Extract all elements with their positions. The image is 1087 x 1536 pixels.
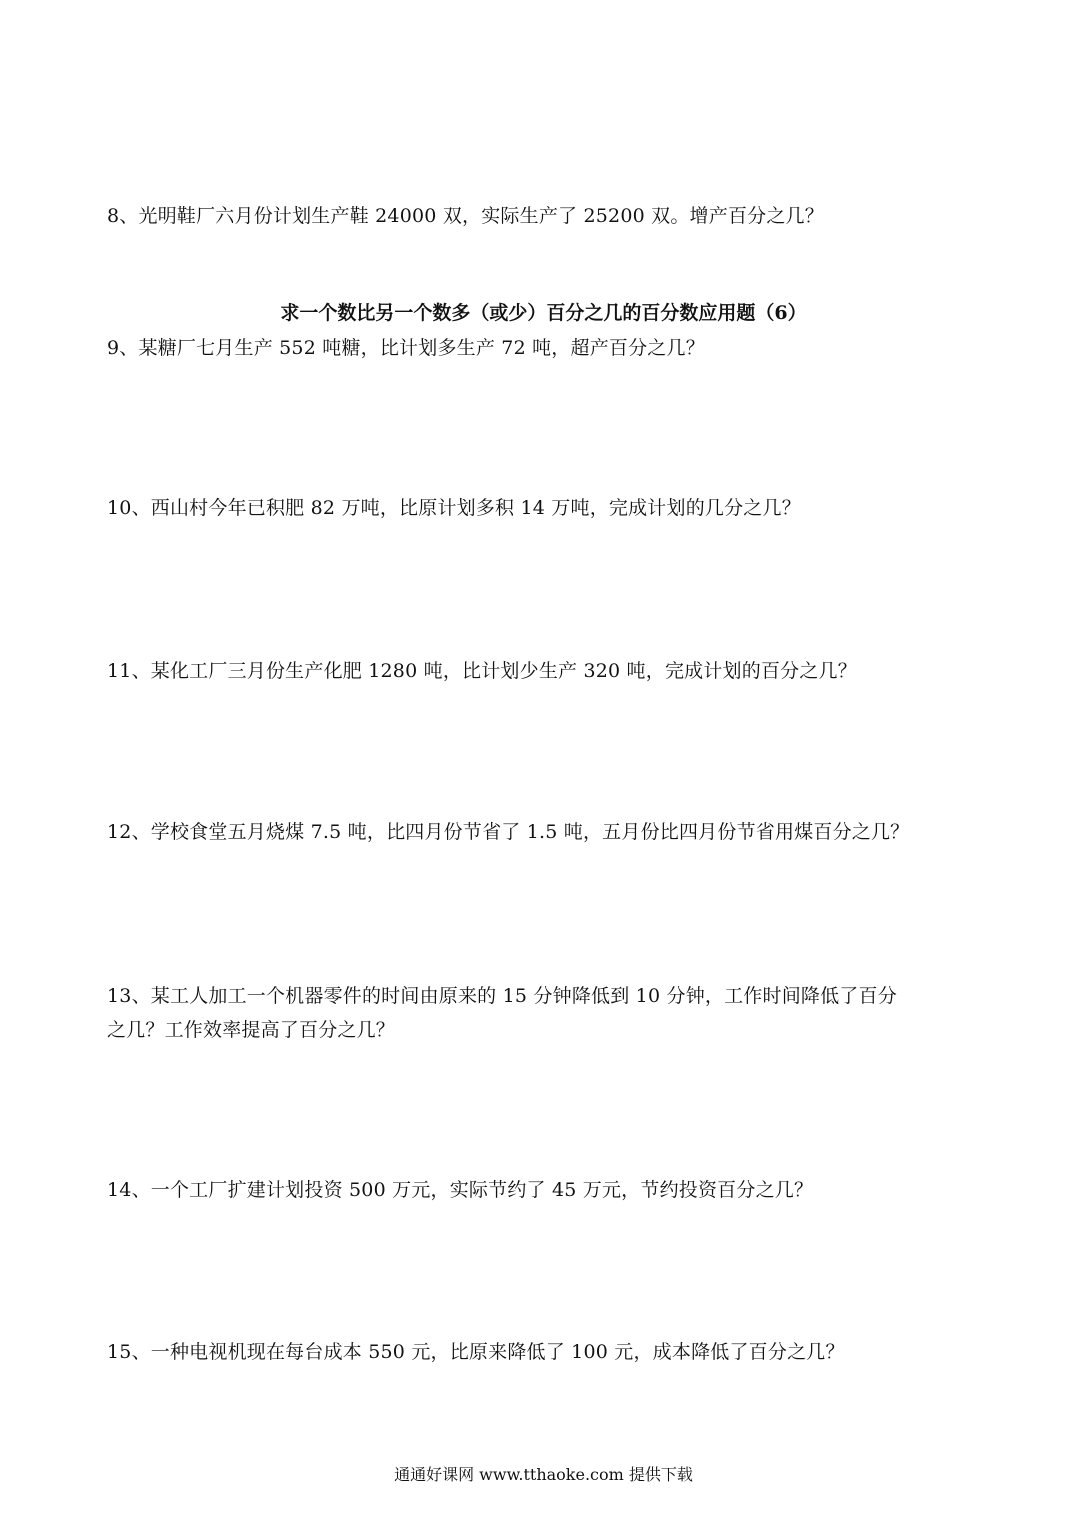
question-11: [107, 657, 857, 685]
question-text-line2: 之几？工作效率提高了百分之几？: [107, 1019, 396, 1041]
question-13-continuation: [107, 1016, 395, 1044]
question-number: 15、: [107, 1341, 151, 1363]
question-text-line1: 某工人加工一个机器零件的时间由原来的 15 分钟降低到 10 分钟，工作时间降低了百分: [150, 985, 897, 1007]
question-8: [107, 202, 824, 230]
question-number: 14、: [107, 1179, 151, 1201]
question-number: 8、: [107, 205, 139, 227]
question-10: [107, 494, 801, 522]
question-12: [107, 818, 909, 846]
question-text: 学校食堂五月烧煤 7.5 吨，比四月份节省了 1.5 吨，五月份比四月份节省用煤百分之几？: [150, 821, 910, 843]
question-number: 12、: [107, 821, 151, 843]
question-9: [107, 334, 705, 362]
question-number: 9、: [107, 337, 139, 359]
question-text: 一个工厂扩建计划投资 500 万元，实际节约了 45 万元，节约投资百分之几？: [150, 1179, 814, 1201]
question-text: 光明鞋厂六月份计划生产鞋 24000 双，实际生产了 25200 双。增产百分之几？: [138, 205, 824, 227]
section-heading: 求一个数比另一个数多（或少）百分之几的百分数应用题（6）: [280, 302, 807, 324]
question-number: 13、: [107, 985, 151, 1007]
page-footer: 通通好课网 www.tthaoke.com 提供下载: [394, 1465, 693, 1484]
question-text: 某化工厂三月份生产化肥 1280 吨，比计划少生产 320 吨，完成计划的百分之几？: [150, 660, 857, 682]
question-13: [107, 982, 897, 1010]
question-14: [107, 1176, 813, 1204]
question-text: 西山村今年已积肥 82 万吨，比原计划多积 14 万吨，完成计划的几分之几？: [150, 497, 801, 519]
question-15: [107, 1338, 845, 1366]
question-number: 11、: [107, 660, 151, 682]
question-number: 10、: [107, 497, 151, 519]
question-text: 一种电视机现在每台成本 550 元，比原来降低了 100 元，成本降低了百分之几？: [150, 1341, 845, 1363]
question-text: 某糖厂七月生产 552 吨糖，比计划多生产 72 吨，超产百分之几？: [138, 337, 705, 359]
